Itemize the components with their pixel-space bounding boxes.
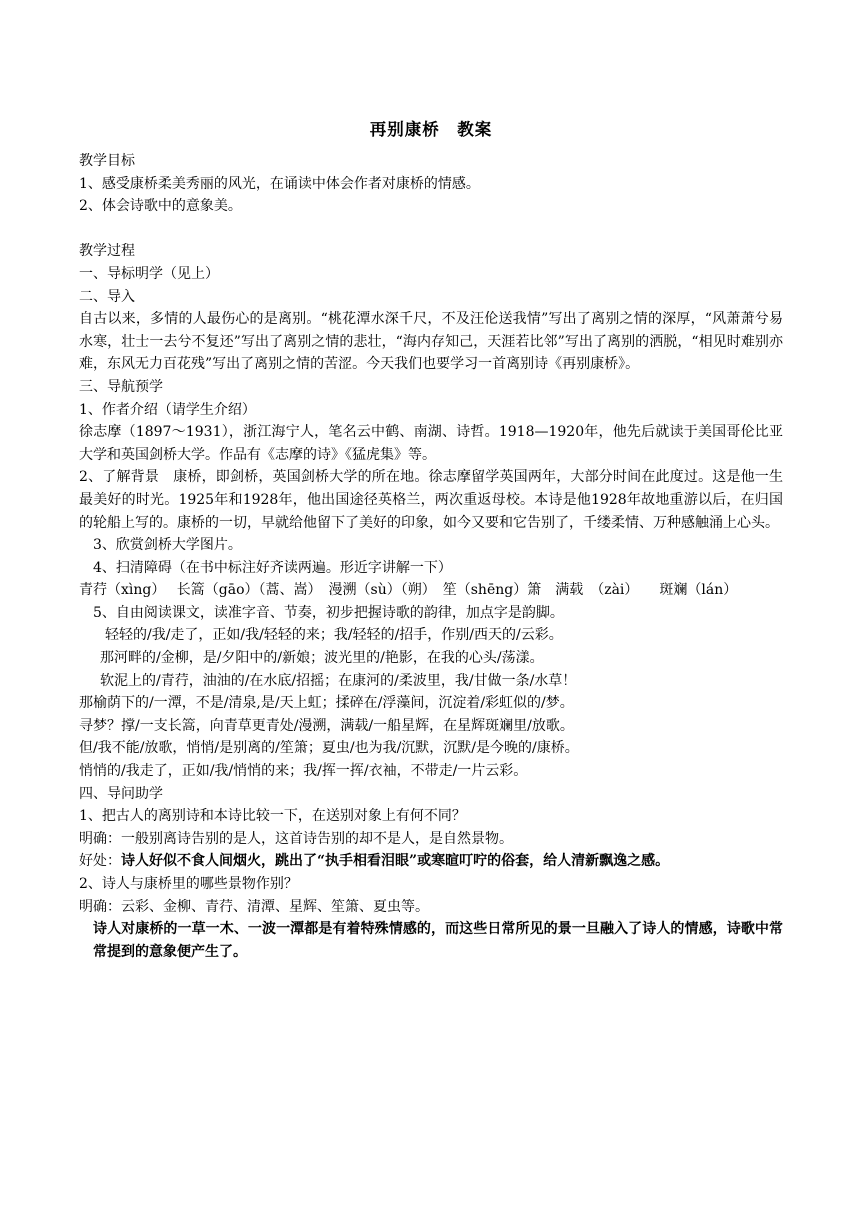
benefit-text: 诗人好似不食人间烟火，跳出了“执手相看泪眼”或寒暄叮咛的俗套，给人清新飘逸之感。 — [121, 853, 670, 870]
reading-item: 5、自由阅读课文，读准字音、节奏，初步把握诗歌的韵律，加点字是韵脚。 — [93, 604, 564, 621]
step-heading-2: 二、导入 — [79, 288, 135, 305]
author-intro-heading: 1、作者介绍（请学生介绍） — [79, 401, 256, 418]
picture-item: 3、欣赏剑桥大学图片。 — [93, 537, 242, 554]
objective-2: 2、体会诗歌中的意象美。 — [79, 198, 242, 215]
step-heading-1: 一、导标明学（见上） — [79, 265, 219, 282]
step-heading-4: 四、导问助学 — [79, 785, 163, 802]
document-title: 再别康桥 教案 — [369, 120, 493, 139]
section-heading-objectives: 教学目标 — [79, 153, 135, 169]
answer-2: 明确：云彩、金柳、青荇、清潭、星辉、笙箫、夏虫等。 — [79, 898, 429, 915]
conclusion-paragraph: 诗人对康桥的一草一木、一波一潭都是有着特殊情感的，而这些日常所见的景一旦融入了诗人的情感，诗歌中常常提到的意象便产生了。 — [93, 921, 783, 960]
poem-line-5: 寻梦？撑/一支长篙，向青草更青处/漫溯，满载/一船星辉，在星辉斑斓里/放歌。 — [79, 717, 574, 734]
question-1: 1、把古人的离别诗和本诗比较一下，在送别对象上有何不同？ — [79, 808, 466, 825]
benefit-label: 好处： — [79, 853, 121, 870]
poem-line-6: 但/我不能/放歌，悄悄/是别离的/笙箫；夏虫/也为我/沉默，沉默/是今晚的/康桥。 — [79, 740, 579, 757]
poem-line-7: 悄悄的/我走了，正如/我/悄悄的来；我/挥一挥/衣袖，不带走/一片云彩。 — [79, 763, 528, 780]
question-2: 2、诗人与康桥里的哪些景物作别？ — [79, 876, 298, 892]
document-body — [79, 150, 783, 963]
section-heading-process: 教学过程 — [79, 243, 135, 260]
poem-line-2: 那河畔的/金柳，是/夕阳中的/新娘；波光里的/艳影，在我的心头/荡漾。 — [100, 650, 544, 667]
intro-paragraph: 自古以来，多情的人最伤心的是离别。“桃花潭水深千尺，不及汪伦送我情”写出了离别之情的深厚，“风萧萧兮易水寒，壮士一去兮不复还”写出了离别之情的悲壮，“海内存知己，天涯若比邻”写出了离别的洒脱，“相见时难别亦难，东风无力百花残”写出了离别之情的苦涩。今天我们也要学习一首离别诗《再别康桥》。 — [79, 311, 783, 373]
author-intro-paragraph: 徐志摩（1897～1931），浙江海宁人，笔名云中鹤、南湖、诗哲。1918—1920年，他先后就读于美国哥伦比亚大学和英国剑桥大学。作品有《志摩的诗》《猛虎集》等。 — [79, 424, 783, 463]
step-heading-3: 三、导航预学 — [79, 378, 163, 395]
poem-line-3: 软泥上的/青荇，油油的/在水底/招摇；在康河的/柔波里，我/甘做一条/水草！ — [100, 672, 577, 689]
answer-1: 明确：一般别离诗告别的是人，这首诗告别的却不是人，是自然景物。 — [79, 830, 513, 847]
background-paragraph: 2、了解背景 康桥，即剑桥，英国剑桥大学的所在地。徐志摩留学英国两年，大部分时间在此度过。这是他一生最美好的时光。1925年和1928年，他出国途径英格兰，两次重返母校。本诗是他1928年故地重游以后，在归国的轮船上写的。康桥的一切，早就给他留下了美好的印象，如今又要和它告别了，千缕柔情、万种感触涌上心头。 — [79, 469, 783, 531]
vocabulary-line: 青荇（xìng） 长篙（gāo）（蒿、嵩） 漫溯（sù）（朔） 笙（shēng）箫 满载 （zài） 斑斓（lán） — [79, 582, 738, 599]
blank-line — [79, 218, 783, 241]
poem-line-1: 轻轻的/我/走了，正如/我/轻轻的来；我/轻轻的/招手，作别/西天的/云彩。 — [105, 627, 563, 644]
objective-1: 1、感受康桥柔美秀丽的风光，在诵读中体会作者对康桥的情感。 — [79, 175, 480, 192]
benefit-paragraph — [79, 850, 783, 873]
obstacles-item: 4、扫清障碍（在书中标注好齐读两遍。形近字讲解一下） — [93, 559, 452, 576]
poem-line-4: 那榆荫下的/一潭，不是/清泉,是/天上虹；揉碎在/浮藻间，沉淀着/彩虹似的/梦。 — [79, 695, 574, 712]
